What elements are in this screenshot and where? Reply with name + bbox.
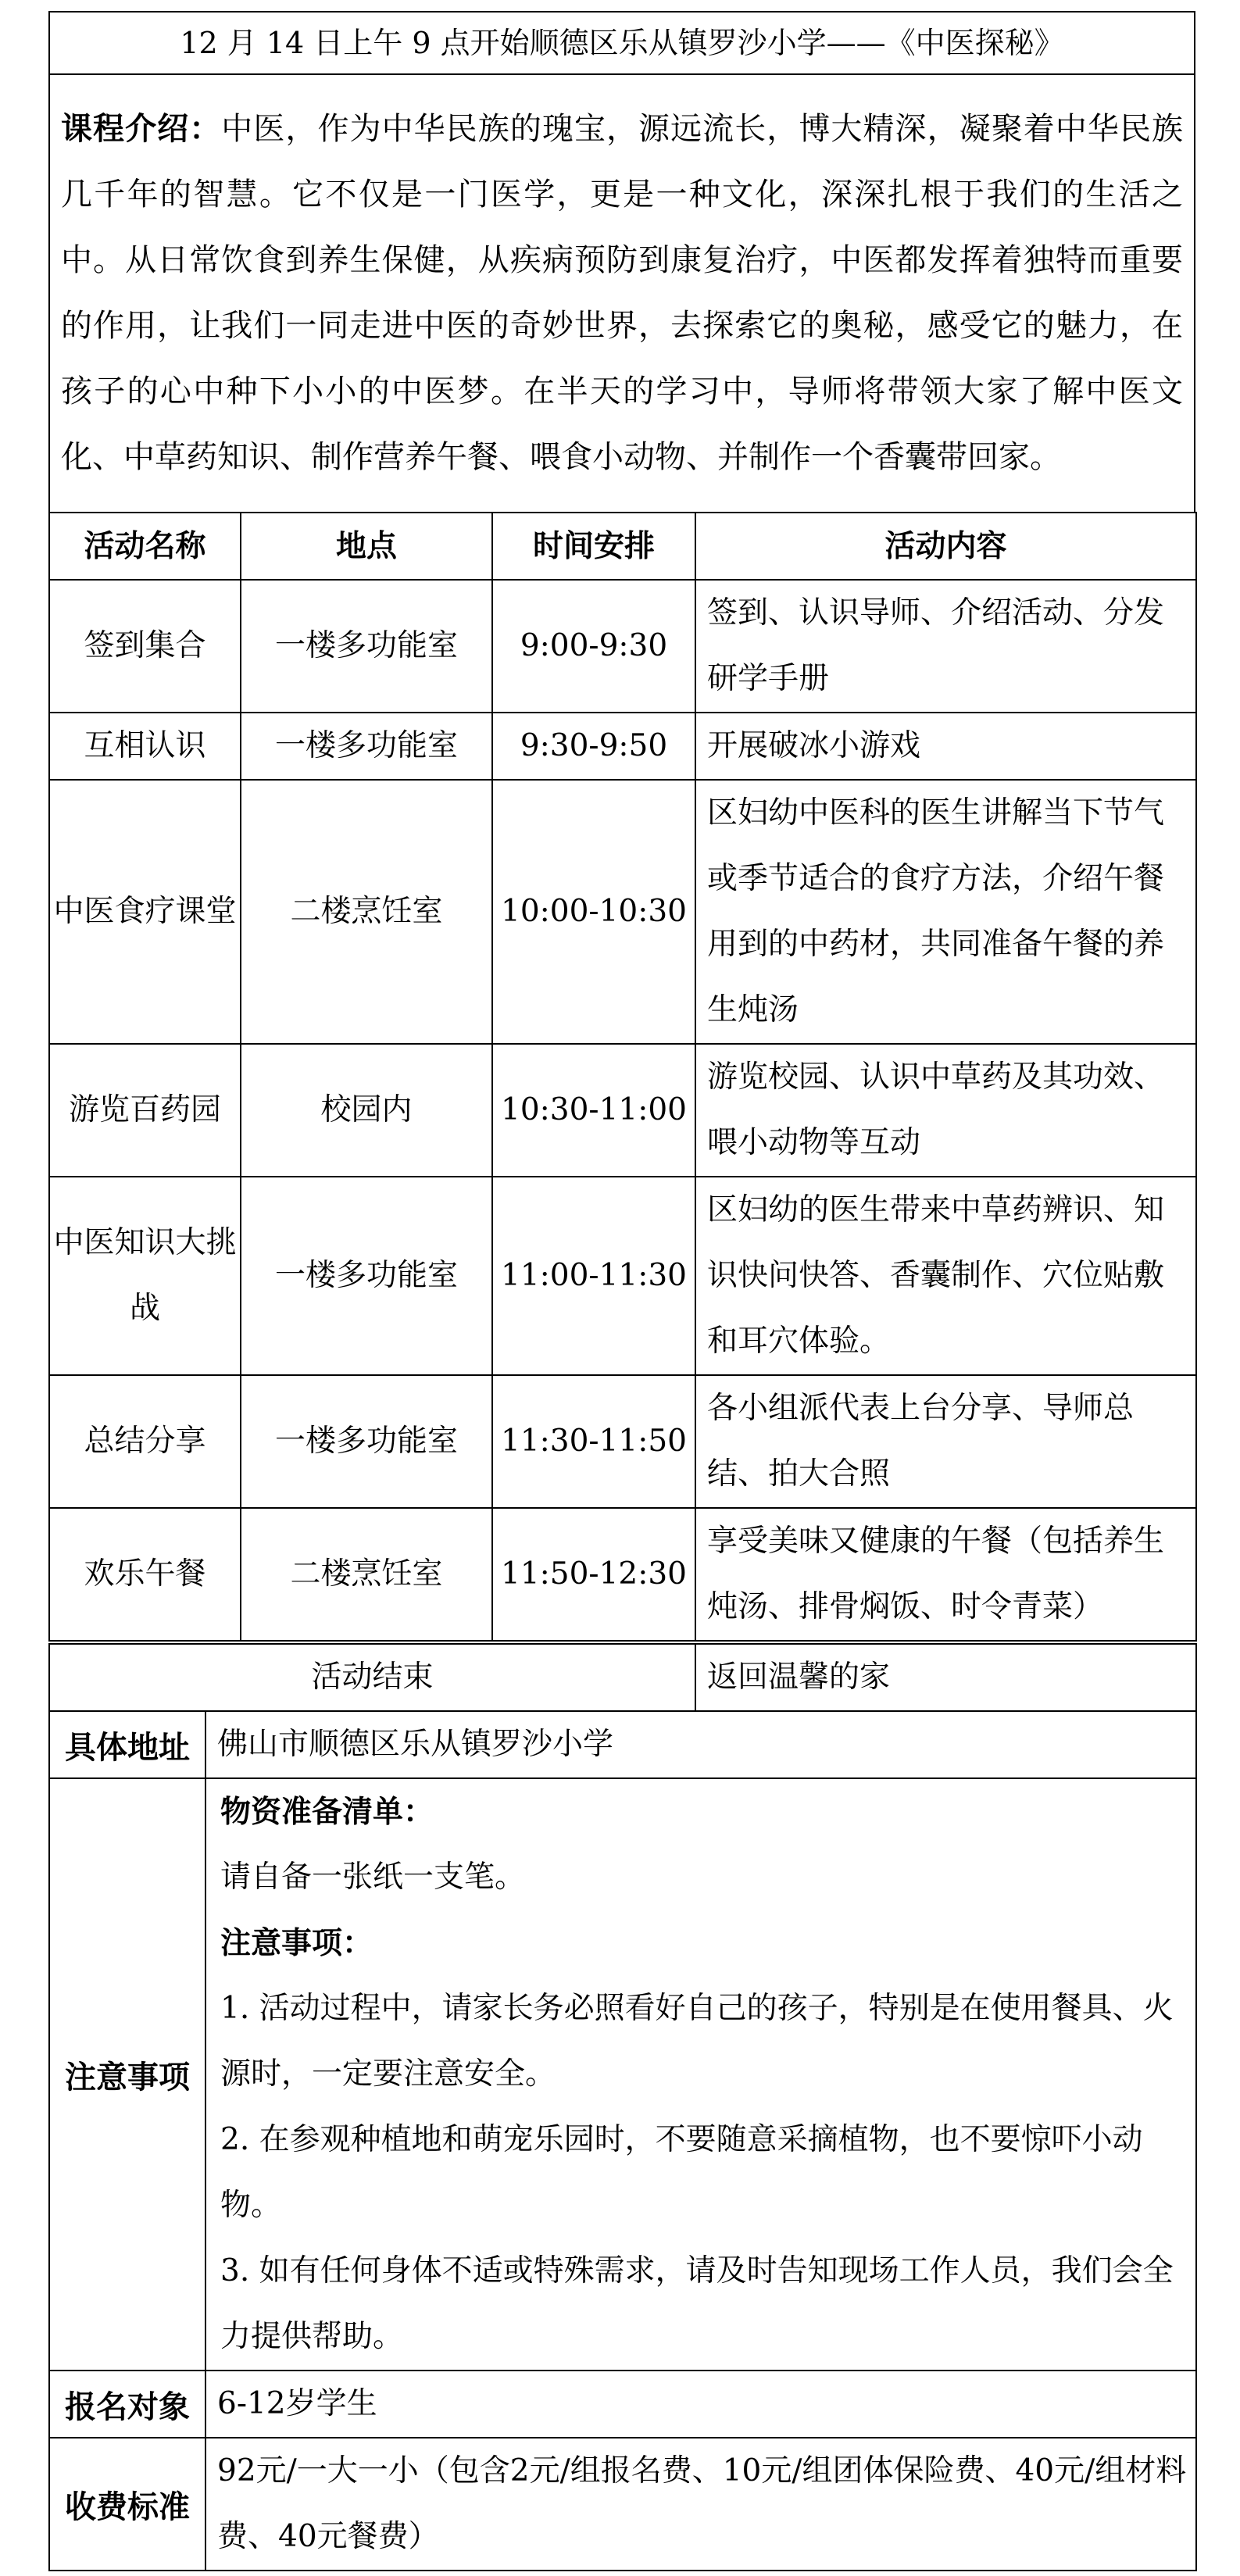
activity-place: 一楼多功能室 (241, 713, 492, 780)
activity-name: 游览百药园 (49, 1044, 241, 1177)
table-row (49, 780, 1196, 1044)
course-intro-label: 课程介绍： (61, 109, 222, 147)
activity-content: 各小组派代表上台分享、导师总结、拍大合照 (695, 1375, 1196, 1508)
activity-time: 10:30-11:00 (492, 1044, 695, 1177)
notes-title: 注意事项： (220, 1925, 373, 1961)
header-place: 地点 (241, 513, 492, 580)
activity-content: 签到、认识导师、介绍活动、分发研学手册 (695, 580, 1196, 713)
target-label: 报名对象 (49, 2371, 205, 2438)
activity-place: 二楼烹饪室 (241, 780, 492, 1044)
activity-place: 一楼多功能室 (241, 1177, 492, 1375)
activity-name: 中医知识大挑战 (49, 1177, 241, 1375)
activity-content: 游览校园、认识中草药及其功效、喂小动物等互动 (695, 1044, 1196, 1177)
activity-name: 欢乐午餐 (49, 1508, 241, 1641)
note-item: 1. 活动过程中，请家长务必照看好自己的孩子，特别是在使用餐具、火源时，一定要注意安全。 (220, 1991, 1174, 2092)
activity-end-label: 活动结束 (49, 1644, 695, 1711)
activity-content: 区妇幼中医科的医生讲解当下节气或季节适合的食疗方法，介绍午餐用到的中药材，共同准备午餐的养生炖汤 (695, 780, 1196, 1044)
info-table (48, 1710, 1197, 2571)
header-activity-name: 活动名称 (49, 513, 241, 580)
header-time: 时间安排 (492, 513, 695, 580)
header-content: 活动内容 (695, 513, 1196, 580)
table-row (49, 1044, 1196, 1177)
supplies-title: 物资准备清单： (220, 1794, 434, 1830)
note-item: 2. 在参观种植地和萌宠乐园时，不要随意采摘植物，也不要惊吓小动物。 (220, 2122, 1143, 2223)
table-row (49, 1375, 1196, 1508)
notes-content (205, 1778, 1196, 2371)
fee-value: 92元/一大一小（包含2元/组报名费、10元/组团体保险费、40元/组材料费、40元餐费） (205, 2438, 1196, 2571)
document-title: 12 月 14 日上午 9 点开始顺德区乐从镇罗沙小学——《中医探秘》 (49, 12, 1195, 74)
header-table (48, 11, 1195, 513)
target-value: 6-12岁学生 (205, 2371, 1196, 2438)
activity-name: 互相认识 (49, 713, 241, 780)
table-row (49, 713, 1196, 780)
activity-name: 中医食疗课堂 (49, 780, 241, 1044)
table-row (49, 1508, 1196, 1641)
activity-name: 总结分享 (49, 1375, 241, 1508)
activity-content: 开展破冰小游戏 (695, 713, 1196, 780)
activity-content: 享受美味又健康的午餐（包括养生炖汤、排骨焖饭、时令青菜） (695, 1508, 1196, 1641)
activity-place: 一楼多功能室 (241, 1375, 492, 1508)
activity-document (48, 11, 1195, 2571)
activity-time: 9:00-9:30 (492, 580, 695, 713)
address-label: 具体地址 (49, 1711, 205, 1778)
activity-time: 10:00-10:30 (492, 780, 695, 1044)
fee-label: 收费标准 (49, 2438, 205, 2571)
address-value: 佛山市顺德区乐从镇罗沙小学 (205, 1711, 1196, 1778)
activity-end-content: 返回温馨的家 (695, 1644, 1196, 1711)
schedule-table (48, 512, 1197, 1642)
activity-content: 区妇幼的医生带来中草药辨识、知识快问快答、香囊制作、穴位贴敷和耳穴体验。 (695, 1177, 1196, 1375)
activity-time: 11:50-12:30 (492, 1508, 695, 1641)
course-intro (49, 74, 1195, 513)
activity-time: 9:30-9:50 (492, 713, 695, 780)
note-item: 3. 如有任何身体不适或特殊需求，请及时告知现场工作人员，我们会全力提供帮助。 (220, 2253, 1174, 2354)
table-row (49, 1177, 1196, 1375)
course-intro-text: 中医，作为中华民族的瑰宝，源远流长，博大精深，凝聚着中华民族几千年的智慧。它不仅是一门医学，更是一种文化，深深扎根于我们的生活之中。从日常饮食到养生保健，从疾病预防到康复治疗，中医都发挥着独特而重要的作用，让我们一同走进中医的奇妙世界，去探索它的奥秘，感受它的魅力，在孩子的心中种下小小的中医梦。在半天的学习中，导师将带领大家了解中医文化、中草药知识、制作营养午餐、喂食小动物、并制作一个香囊带回家。 (61, 110, 1184, 475)
activity-place: 校园内 (241, 1044, 492, 1177)
supplies-text: 请自备一张纸一支笔。 (220, 1860, 526, 1895)
end-table (48, 1643, 1197, 1712)
activity-name: 签到集合 (49, 580, 241, 713)
activity-time: 11:30-11:50 (492, 1375, 695, 1508)
table-row (49, 580, 1196, 713)
activity-place: 二楼烹饪室 (241, 1508, 492, 1641)
activity-place: 一楼多功能室 (241, 580, 492, 713)
notes-label: 注意事项 (49, 1778, 205, 2371)
activity-time: 11:00-11:30 (492, 1177, 695, 1375)
